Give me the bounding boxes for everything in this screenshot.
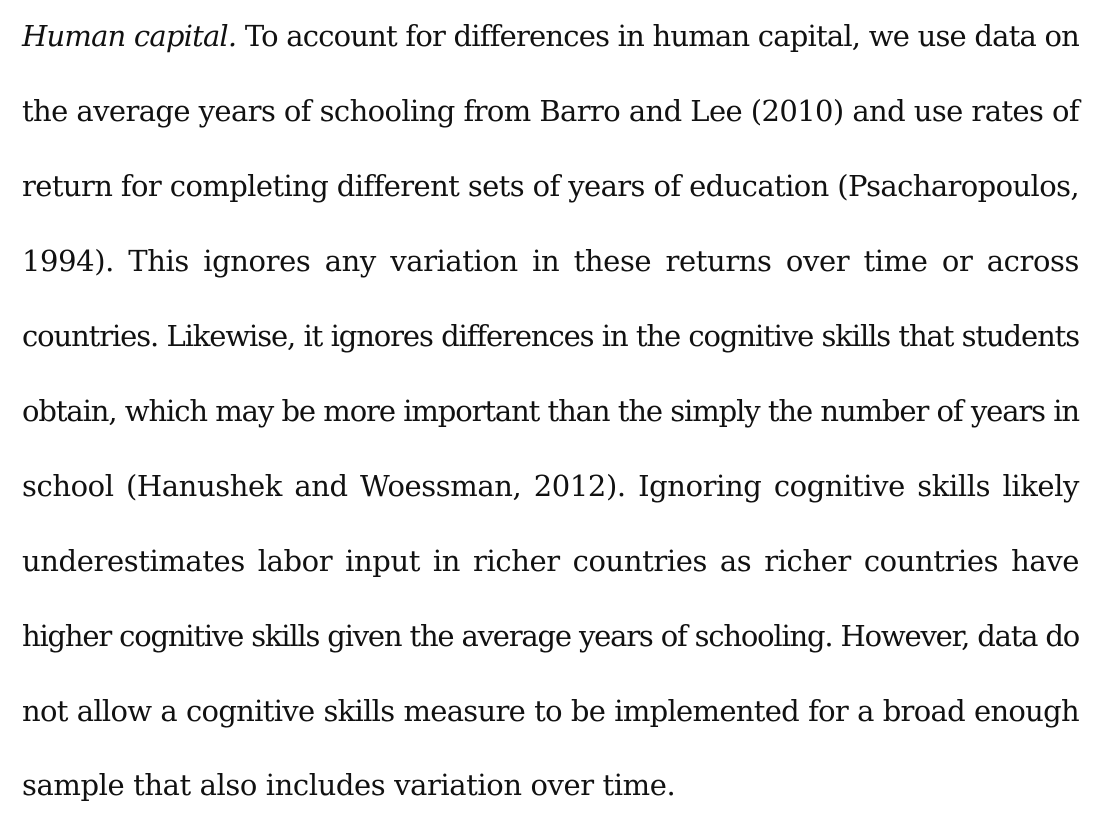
text-line-9: higher cognitive skills given the average years of schooling. However, data do <box>22 619 1079 653</box>
text-line-6: obtain, which may be more important than the simply the number of years in <box>22 394 1079 428</box>
text-line-7: school (Hanushek and Woessman, 2012). Ignoring cognitive skills likely <box>22 469 1079 503</box>
text-line-10: not allow a cognitive skills measure to be implemented for a broad enough <box>22 694 1079 728</box>
text-line-1-body: To account for differences in human capital, we use data on <box>244 19 1079 53</box>
text-line-4: 1994). This ignores any variation in these returns over time or across <box>22 244 1079 278</box>
text-line-5: countries. Likewise, it ignores differences in the cognitive skills that students <box>22 319 1079 353</box>
text-line-11: sample that also includes variation over time. <box>22 768 676 802</box>
text-line-8: underestimates labor input in richer countries as richer countries have <box>22 544 1079 578</box>
text-line-1 <box>22 16 1079 56</box>
text-line-3: return for completing different sets of years of education (Psacharopoulos, <box>22 169 1079 203</box>
text-line-2: the average years of schooling from Barro and Lee (2010) and use rates of <box>22 94 1079 128</box>
run-in-heading: Human capital. <box>22 19 237 53</box>
